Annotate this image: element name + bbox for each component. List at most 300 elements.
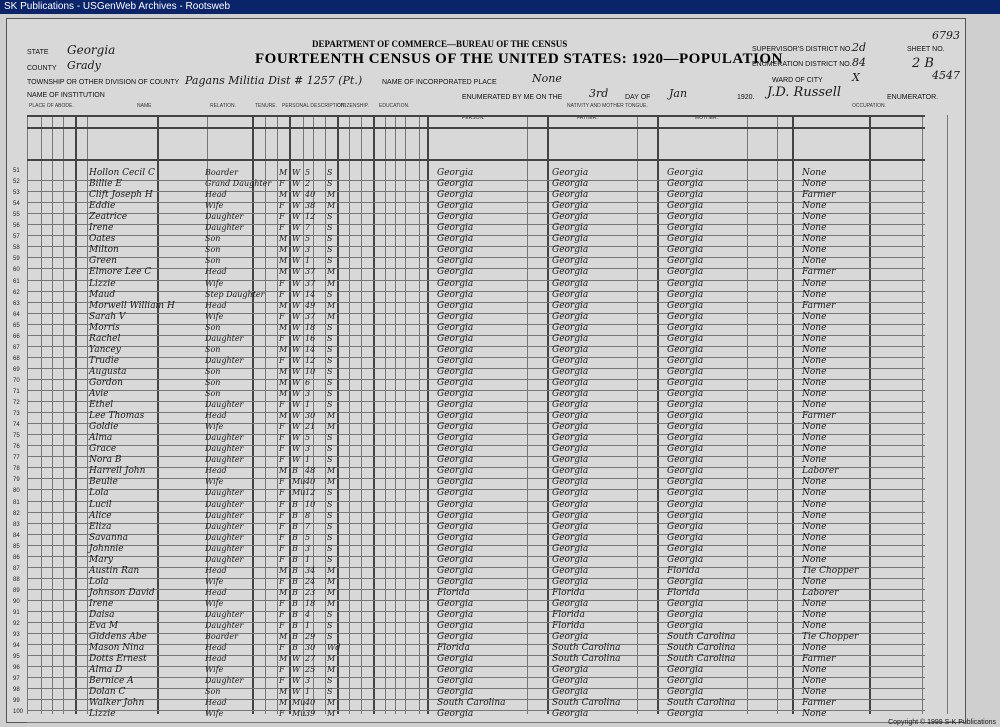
person-name: Irene: [89, 598, 114, 609]
ward-label: WARD OF CITY: [772, 77, 823, 84]
row-line: [27, 324, 925, 325]
person-name: Alice: [89, 510, 112, 521]
row-line: [27, 523, 925, 524]
father-birthplace: Georgia: [552, 422, 589, 433]
race: W: [292, 377, 301, 387]
relation: Wife: [205, 576, 224, 586]
relation: Wife: [205, 709, 224, 719]
person-name: Bernice A: [89, 676, 134, 687]
census-title: FOURTEENTH CENSUS OF THE UNITED STATES: 1920—POPULATION: [255, 51, 783, 67]
marital-status: M: [327, 598, 336, 608]
person-name: Beulie: [89, 477, 118, 488]
birthplace: Georgia: [437, 444, 474, 455]
age: 1: [305, 256, 311, 266]
relation: Son: [205, 256, 221, 266]
person-name: Maud: [89, 289, 116, 300]
line-number: 54: [13, 201, 20, 208]
father-birthplace: Georgia: [552, 201, 589, 212]
marital-status: S: [327, 389, 333, 398]
father-birthplace: Georgia: [552, 499, 589, 510]
sex: F: [279, 400, 285, 410]
relation: Daughter: [205, 355, 244, 365]
person-name: Giddens Abe: [89, 632, 147, 643]
sex: F: [279, 499, 285, 509]
marital-status: M: [327, 709, 336, 719]
father-birthplace: Georgia: [552, 433, 589, 444]
row-line: [27, 688, 925, 689]
person-name: Eva M: [89, 621, 119, 632]
sex: M: [279, 168, 288, 177]
row-line: [27, 710, 925, 711]
sex: M: [279, 190, 288, 200]
ward-value: X: [852, 71, 860, 84]
age: 40: [305, 190, 316, 200]
grid-column-line: [922, 115, 923, 714]
occupation: None: [802, 245, 827, 256]
row-line: [27, 501, 925, 502]
line-number: 87: [13, 565, 20, 572]
race: Mu: [292, 488, 306, 498]
father-birthplace: Georgia: [552, 411, 589, 422]
grid-column-line: [63, 115, 64, 714]
line-number: 58: [13, 245, 20, 252]
line-number: 71: [13, 389, 20, 395]
birthplace: Georgia: [437, 289, 474, 300]
line-number: 79: [13, 477, 20, 484]
relation: Step Daughter: [205, 289, 265, 299]
grid-column-line: [325, 115, 326, 714]
row-line: [27, 722, 925, 723]
person-name: Eddie: [89, 201, 116, 212]
father-birthplace: Georgia: [552, 455, 589, 466]
sex: F: [279, 278, 285, 288]
father-birthplace: Georgia: [552, 554, 589, 565]
father-birthplace: Georgia: [552, 466, 589, 477]
person-name: Johnson David: [89, 587, 155, 598]
father-birthplace: Georgia: [552, 245, 589, 256]
age: 34: [305, 565, 316, 575]
father-birthplace: Georgia: [552, 267, 589, 278]
father-birthplace: Florida: [552, 610, 585, 620]
mother-birthplace: Florida: [667, 565, 700, 576]
father-birthplace: Georgia: [552, 510, 589, 521]
grid-column-line: [373, 115, 375, 714]
father-birthplace: Georgia: [552, 444, 589, 455]
birthplace: Georgia: [437, 201, 474, 212]
relation: Wife: [205, 422, 224, 432]
birthplace: Georgia: [437, 598, 474, 609]
window-title-bar: [0, 0, 1000, 14]
race: B: [292, 532, 298, 542]
grid-column-line: [947, 115, 948, 714]
race: W: [292, 168, 301, 177]
relation: Wife: [205, 665, 224, 675]
father-birthplace: Florida: [552, 621, 585, 632]
marital-status: M: [327, 565, 336, 575]
row-line: [27, 246, 925, 247]
birthplace: Georgia: [437, 687, 474, 698]
marital-status: M: [327, 587, 336, 597]
race: W: [292, 289, 301, 299]
relation: Daughter: [205, 223, 244, 233]
father-birthplace: Georgia: [552, 676, 589, 687]
birthplace: Georgia: [437, 554, 474, 565]
marital-status: S: [327, 532, 333, 542]
relation: Daughter: [205, 621, 244, 631]
age: 18: [305, 598, 316, 608]
mother-birthplace: Georgia: [667, 322, 704, 333]
marital-status: S: [327, 366, 333, 376]
father-birthplace: Georgia: [552, 477, 589, 488]
line-number: 68: [13, 355, 20, 362]
line-number: 70: [13, 377, 20, 384]
age: 3: [305, 676, 311, 686]
mother-birthplace: Georgia: [667, 179, 704, 190]
age: 3: [305, 245, 311, 255]
race: W: [292, 201, 301, 211]
marital-status: S: [327, 554, 333, 564]
birthplace: Georgia: [437, 543, 474, 554]
mother-birthplace: Georgia: [667, 168, 704, 178]
row-line: [27, 335, 925, 336]
relation: Head: [205, 267, 227, 277]
race: W: [292, 444, 301, 454]
grid-column-line: [547, 115, 549, 714]
line-number: 81: [13, 499, 20, 506]
occupation: None: [802, 289, 827, 300]
marital-status: S: [327, 256, 333, 266]
age: 37: [305, 278, 316, 288]
age: 7: [305, 223, 311, 233]
age: 3: [305, 389, 311, 398]
person-name: Lizzie: [89, 709, 116, 720]
race: B: [292, 543, 298, 553]
relation: Son: [205, 344, 221, 354]
relation: Head: [205, 411, 227, 421]
occupation: None: [802, 389, 827, 399]
race: W: [292, 344, 301, 354]
line-number: 61: [13, 278, 20, 285]
birthplace: Georgia: [437, 455, 474, 466]
relation: Wife: [205, 477, 224, 487]
marital-status: S: [327, 521, 333, 531]
mother-birthplace: Georgia: [667, 245, 704, 256]
father-birthplace: Georgia: [552, 179, 589, 190]
row-line: [27, 655, 925, 656]
relation: Son: [205, 234, 221, 244]
person-name: Rachel: [89, 333, 121, 344]
birthplace: Georgia: [437, 433, 474, 444]
mother-birthplace: Georgia: [667, 377, 704, 388]
birthplace: Georgia: [437, 168, 474, 178]
person-name: Oates: [89, 234, 116, 245]
line-number: 82: [13, 510, 20, 517]
relation: Head: [205, 565, 227, 575]
person-name: Irene: [89, 223, 114, 234]
person-name: Trudie: [89, 355, 120, 366]
birthplace: Georgia: [437, 234, 474, 245]
mother-birthplace: Georgia: [667, 510, 704, 521]
relation: Wife: [205, 311, 224, 321]
row-line: [27, 478, 925, 479]
race: B: [292, 510, 298, 520]
marital-status: M: [327, 267, 336, 277]
line-number: 66: [13, 333, 20, 340]
mother-birthplace: Georgia: [667, 621, 704, 632]
age: 1: [305, 455, 311, 465]
father-birthplace: Georgia: [552, 576, 589, 587]
relation: Boarder: [205, 168, 238, 177]
row-line: [27, 191, 925, 192]
line-number: 67: [13, 344, 20, 351]
line-number: 69: [13, 366, 20, 373]
occupation: None: [802, 676, 827, 687]
person-name: Elmore Lee C: [89, 267, 152, 278]
age: 38: [305, 201, 316, 211]
mother-birthplace: Georgia: [667, 676, 704, 687]
person-name: Clift Joseph H: [89, 190, 153, 201]
row-line: [27, 357, 925, 358]
father-birthplace: Georgia: [552, 212, 589, 223]
relation: Daughter: [205, 488, 244, 498]
sex: F: [279, 676, 285, 686]
relation: Daughter: [205, 212, 244, 222]
race: B: [292, 632, 298, 642]
census-page: [6, 18, 966, 723]
marital-status: M: [327, 477, 336, 487]
race: W: [292, 300, 301, 310]
occupation: None: [802, 234, 827, 245]
race: B: [292, 598, 298, 608]
row-line: [27, 611, 925, 612]
occupation: None: [802, 643, 827, 654]
birthplace: Georgia: [437, 422, 474, 433]
relation: Son: [205, 322, 221, 332]
relation: Daughter: [205, 676, 244, 686]
grid-column-line: [75, 115, 77, 714]
institution-label: NAME OF INSTITUTION: [27, 92, 105, 99]
father-birthplace: Georgia: [552, 543, 589, 554]
person-name: Lucil: [89, 499, 112, 510]
mother-birthplace: South Carolina: [667, 698, 736, 709]
marital-status: M: [327, 698, 336, 708]
father-birthplace: Georgia: [552, 377, 589, 388]
occupation: None: [802, 168, 827, 178]
race: W: [292, 190, 301, 200]
relation: Wife: [205, 278, 224, 288]
col-name: NAME: [137, 103, 152, 109]
sex: F: [279, 422, 285, 432]
sex: F: [279, 201, 285, 211]
race: W: [292, 455, 301, 465]
birthplace: Georgia: [437, 709, 474, 720]
birthplace: Georgia: [437, 521, 474, 532]
race: W: [292, 212, 301, 222]
birthplace: Georgia: [437, 300, 474, 311]
row-line: [27, 434, 925, 435]
race: W: [292, 333, 301, 343]
sex: M: [279, 366, 288, 376]
enumerated-day: 3rd: [589, 87, 609, 100]
occupation: None: [802, 400, 827, 411]
mother-birthplace: Georgia: [667, 709, 704, 720]
marital-status: S: [327, 179, 333, 189]
person-name: Austin Ran: [89, 565, 140, 576]
birthplace: Florida: [437, 643, 470, 654]
occupation: None: [802, 554, 827, 565]
marital-status: M: [327, 654, 336, 664]
enumeration-label: ENUMERATION DISTRICT NO.: [752, 61, 852, 68]
age: 23: [305, 587, 316, 597]
relation: Head: [205, 300, 227, 310]
line-number: 97: [13, 676, 20, 683]
marital-status: S: [327, 632, 333, 642]
father-birthplace: Georgia: [552, 366, 589, 377]
mother-birthplace: Georgia: [667, 499, 704, 510]
line-number: 78: [13, 466, 20, 473]
sex: M: [279, 411, 288, 421]
mother-birthplace: Georgia: [667, 554, 704, 565]
relation: Daughter: [205, 521, 244, 531]
age: 16: [305, 333, 316, 343]
person-name: Walker John: [89, 698, 145, 709]
birthplace: Georgia: [437, 621, 474, 632]
mother-birthplace: Georgia: [667, 190, 704, 201]
father-birthplace: Georgia: [552, 400, 589, 411]
sex: F: [279, 433, 285, 443]
person-name: Ethel: [89, 400, 114, 411]
relation: Daughter: [205, 400, 244, 410]
occupation: Laborer: [802, 587, 839, 598]
occupation: None: [802, 521, 827, 532]
marital-status: S: [327, 344, 333, 354]
occupation: None: [802, 333, 827, 344]
marital-status: S: [327, 510, 333, 520]
line-number: 96: [13, 665, 20, 672]
occupation: None: [802, 377, 827, 388]
grid-column-line: [265, 115, 266, 714]
row-line: [27, 644, 925, 645]
occupation: None: [802, 311, 827, 322]
grid-column-line: [869, 115, 871, 714]
person-name: Alma D: [89, 665, 123, 676]
grid-column-line: [637, 115, 638, 714]
occupation: None: [802, 201, 827, 212]
race: B: [292, 610, 298, 619]
line-number: 90: [13, 598, 20, 605]
line-number: 55: [13, 212, 20, 219]
row-line: [27, 202, 925, 203]
race: W: [292, 256, 301, 266]
father-birthplace: Florida: [552, 587, 585, 598]
supervisor-value: 2d: [852, 41, 867, 54]
person-name: Green: [89, 256, 117, 267]
mother-birthplace: Georgia: [667, 300, 704, 311]
relation: Son: [205, 687, 221, 697]
marital-status: M: [327, 300, 336, 310]
line-number: 95: [13, 654, 20, 661]
line-number: 83: [13, 521, 20, 528]
relation: Wife: [205, 201, 224, 211]
line-number: 94: [13, 643, 20, 650]
marital-status: S: [327, 289, 333, 299]
grid-column-line: [361, 115, 362, 714]
line-number: 86: [13, 554, 20, 561]
person-name: Lee Thomas: [89, 411, 145, 422]
mother-birthplace: Georgia: [667, 444, 704, 455]
line-number: 59: [13, 256, 20, 263]
county-label: COUNTY: [27, 65, 57, 72]
age: 48: [305, 466, 316, 476]
race: W: [292, 411, 301, 421]
father-birthplace: Georgia: [552, 389, 589, 399]
sex: M: [279, 565, 288, 575]
age: 12: [305, 488, 316, 498]
birthplace: Georgia: [437, 532, 474, 543]
line-number: 93: [13, 632, 20, 639]
line-number: 72: [13, 400, 20, 407]
grid-column-line: [527, 115, 528, 714]
grid-header-line: [27, 115, 925, 117]
grid-column-line: [277, 115, 278, 714]
birthplace: Georgia: [437, 333, 474, 344]
col-place: PLACE OF ABODE.: [29, 103, 74, 109]
father-birthplace: Georgia: [552, 289, 589, 300]
occupation: None: [802, 598, 827, 609]
row-line: [27, 280, 925, 281]
mother-birthplace: Georgia: [667, 576, 704, 587]
race: W: [292, 179, 301, 189]
occupation: None: [802, 179, 827, 190]
sex: M: [279, 322, 288, 332]
birthplace: Georgia: [437, 565, 474, 576]
row-line: [27, 268, 925, 269]
line-number: 80: [13, 488, 20, 495]
row-line: [27, 677, 925, 678]
row-line: [27, 489, 925, 490]
row-line: [27, 368, 925, 369]
sex: F: [279, 643, 285, 653]
state-label: STATE: [27, 49, 49, 56]
sex: M: [279, 234, 288, 244]
birthplace: Georgia: [437, 267, 474, 278]
birthplace: South Carolina: [437, 698, 506, 709]
person-name: Billie E: [89, 179, 122, 190]
birthplace: Georgia: [437, 466, 474, 477]
birthplace: Georgia: [437, 311, 474, 322]
father-birthplace: Georgia: [552, 168, 589, 178]
grid-header-line: [27, 159, 925, 161]
occupation: None: [802, 543, 827, 554]
father-birthplace: South Carolina: [552, 643, 621, 654]
sex: M: [279, 698, 288, 708]
col-father: FATHER.: [577, 115, 598, 121]
race: B: [292, 466, 298, 476]
enumerated-month: Jan: [669, 87, 688, 100]
col-citizenship: CITIZENSHIP.: [337, 103, 369, 109]
marital-status: S: [327, 322, 333, 332]
grid-column-line: [87, 115, 88, 714]
incorporated-value: None: [532, 72, 562, 85]
mother-birthplace: Georgia: [667, 411, 704, 422]
line-number: 53: [13, 190, 20, 197]
birthplace: Georgia: [437, 576, 474, 587]
line-number: 56: [13, 223, 20, 230]
relation: Head: [205, 698, 227, 708]
race: W: [292, 234, 301, 244]
mother-birthplace: Georgia: [667, 532, 704, 543]
sex: M: [279, 256, 288, 266]
